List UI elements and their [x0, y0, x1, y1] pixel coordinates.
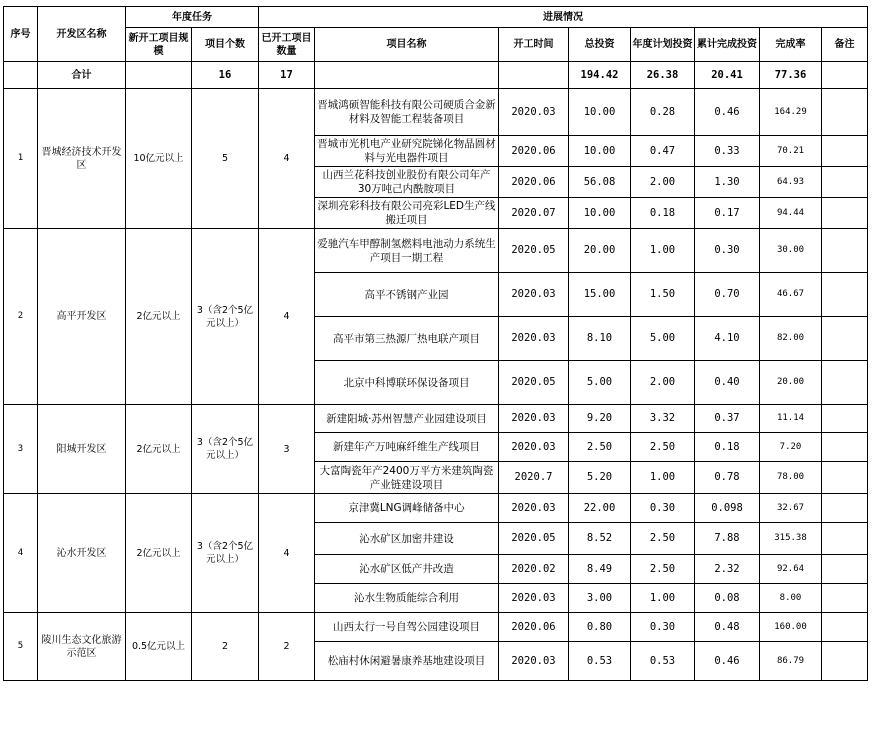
total-rate: 77.36: [760, 62, 822, 89]
project-start-time: 2020.03: [499, 89, 569, 136]
project-remarks: [822, 433, 868, 462]
zone-new-scale: 2亿元以上: [126, 405, 192, 494]
project-remarks: [822, 523, 868, 555]
project-annual-plan: 3.32: [631, 405, 695, 433]
project-remarks: [822, 642, 868, 681]
project-annual-plan: 0.18: [631, 198, 695, 229]
total-row: [4, 62, 868, 89]
project-cumulative: 0.17: [695, 198, 760, 229]
project-annual-plan: 2.50: [631, 433, 695, 462]
project-start-time: 2020.03: [499, 494, 569, 523]
table-row: [4, 494, 868, 523]
project-annual-plan: 1.50: [631, 273, 695, 317]
project-name: 山西兰花科技创业股份有限公司年产30万吨己内酰胺项目: [315, 167, 499, 198]
project-annual-plan: 0.30: [631, 494, 695, 523]
project-cumulative: 0.48: [695, 613, 760, 642]
header-zone: 开发区名称: [38, 7, 126, 62]
project-rate: 30.00: [760, 229, 822, 273]
zone-name: 阳城开发区: [38, 405, 126, 494]
project-remarks: [822, 198, 868, 229]
project-rate: 7.20: [760, 433, 822, 462]
zone-name: 晋城经济技术开发区: [38, 89, 126, 229]
project-cumulative: 7.88: [695, 523, 760, 555]
project-name: 北京中科博联环保设备项目: [315, 361, 499, 405]
project-annual-plan: 1.00: [631, 229, 695, 273]
project-total-invest: 0.53: [569, 642, 631, 681]
zone-name: 陵川生态文化旅游示范区: [38, 613, 126, 681]
total-annual-plan: 26.38: [631, 62, 695, 89]
header-rate: 完成率: [760, 28, 822, 62]
project-name: 晋城市光机电产业研究院锑化物晶圆材料与光电器件项目: [315, 136, 499, 167]
project-rate: 8.00: [760, 584, 822, 613]
zone-started-count: 4: [259, 89, 315, 229]
project-annual-plan: 2.00: [631, 361, 695, 405]
total-start-cell: [499, 62, 569, 89]
project-rate: 94.44: [760, 198, 822, 229]
zone-project-count: 3（含2个5亿元以上）: [192, 229, 259, 405]
total-name-cell: [315, 62, 499, 89]
project-total-invest: 2.50: [569, 433, 631, 462]
zone-seq: 2: [4, 229, 38, 405]
header-started-count: 已开工项目数量: [259, 28, 315, 62]
project-start-time: 2020.07: [499, 198, 569, 229]
project-start-time: 2020.03: [499, 584, 569, 613]
project-name: 晋城鸿硕智能科技有限公司硬质合金新材料及智能工程装备项目: [315, 89, 499, 136]
table-row: [4, 89, 868, 136]
zone-seq: 3: [4, 405, 38, 494]
project-name: 松庙村休闲避暑康养基地建设项目: [315, 642, 499, 681]
project-name: 爱驰汽车甲醇制氢燃料电池动力系统生产项目一期工程: [315, 229, 499, 273]
project-name: 高平不锈钢产业园: [315, 273, 499, 317]
project-cumulative: 0.30: [695, 229, 760, 273]
zone-seq: 5: [4, 613, 38, 681]
project-rate: 11.14: [760, 405, 822, 433]
project-start-time: 2020.03: [499, 317, 569, 361]
project-start-time: 2020.03: [499, 273, 569, 317]
project-annual-plan: 0.53: [631, 642, 695, 681]
total-remarks-cell: [822, 62, 868, 89]
total-label: 合计: [38, 62, 126, 89]
project-rate: 32.67: [760, 494, 822, 523]
project-rate: 82.00: [760, 317, 822, 361]
header-progress: 进展情况: [259, 7, 868, 28]
zone-name: 沁水开发区: [38, 494, 126, 613]
total-total-invest: 194.42: [569, 62, 631, 89]
project-total-invest: 3.00: [569, 584, 631, 613]
project-remarks: [822, 167, 868, 198]
project-total-invest: 10.00: [569, 198, 631, 229]
project-total-invest: 10.00: [569, 136, 631, 167]
project-remarks: [822, 361, 868, 405]
project-total-invest: 9.20: [569, 405, 631, 433]
project-annual-plan: 0.30: [631, 613, 695, 642]
zone-started-count: 4: [259, 494, 315, 613]
project-total-invest: 8.52: [569, 523, 631, 555]
project-annual-plan: 1.00: [631, 584, 695, 613]
project-name: 高平市第三热源厂热电联产项目: [315, 317, 499, 361]
project-cumulative: 0.78: [695, 462, 760, 494]
header-seq: 序号: [4, 7, 38, 62]
project-total-invest: 20.00: [569, 229, 631, 273]
project-name: 大富陶瓷年产2400万平方米建筑陶瓷产业链建设项目: [315, 462, 499, 494]
zone-project-count: 3（含2个5亿元以上）: [192, 494, 259, 613]
zone-started-count: 3: [259, 405, 315, 494]
project-remarks: [822, 273, 868, 317]
project-remarks: [822, 462, 868, 494]
header-annual-task: 年度任务: [126, 7, 259, 28]
project-remarks: [822, 229, 868, 273]
project-start-time: 2020.03: [499, 642, 569, 681]
project-name: 山西太行一号自驾公园建设项目: [315, 613, 499, 642]
project-name: 沁水生物质能综合利用: [315, 584, 499, 613]
project-remarks: [822, 584, 868, 613]
project-cumulative: 4.10: [695, 317, 760, 361]
project-cumulative: 0.33: [695, 136, 760, 167]
project-start-time: 2020.06: [499, 167, 569, 198]
table-row: [4, 613, 868, 642]
project-rate: 160.00: [760, 613, 822, 642]
project-cumulative: 0.098: [695, 494, 760, 523]
project-rate: 64.93: [760, 167, 822, 198]
header-remarks: 备注: [822, 28, 868, 62]
zone-project-count: 2: [192, 613, 259, 681]
project-remarks: [822, 405, 868, 433]
zone-project-count: 3（含2个5亿元以上）: [192, 405, 259, 494]
project-total-invest: 8.10: [569, 317, 631, 361]
table-row: [4, 229, 868, 273]
project-cumulative: 0.46: [695, 642, 760, 681]
project-cumulative: 0.46: [695, 89, 760, 136]
project-rate: 70.21: [760, 136, 822, 167]
project-remarks: [822, 317, 868, 361]
project-cumulative: 0.18: [695, 433, 760, 462]
progress-table-sheet: [3, 6, 868, 681]
total-project-count: 16: [192, 62, 259, 89]
project-start-time: 2020.05: [499, 361, 569, 405]
project-name: 沁水矿区加密井建设: [315, 523, 499, 555]
project-remarks: [822, 89, 868, 136]
project-cumulative: 0.37: [695, 405, 760, 433]
project-remarks: [822, 136, 868, 167]
project-remarks: [822, 494, 868, 523]
zone-new-scale: 2亿元以上: [126, 229, 192, 405]
project-cumulative: 0.08: [695, 584, 760, 613]
project-total-invest: 5.00: [569, 361, 631, 405]
total-seq-cell: [4, 62, 38, 89]
total-started-count: 17: [259, 62, 315, 89]
total-scale-cell: [126, 62, 192, 89]
zone-new-scale: 0.5亿元以上: [126, 613, 192, 681]
project-cumulative: 1.30: [695, 167, 760, 198]
project-name: 京津冀LNG调峰储备中心: [315, 494, 499, 523]
header-new-scale: 新开工项目规模: [126, 28, 192, 62]
project-total-invest: 15.00: [569, 273, 631, 317]
project-start-time: 2020.03: [499, 433, 569, 462]
header-annual-plan: 年度计划投资: [631, 28, 695, 62]
header-total-invest: 总投资: [569, 28, 631, 62]
zone-new-scale: 2亿元以上: [126, 494, 192, 613]
project-annual-plan: 5.00: [631, 317, 695, 361]
project-annual-plan: 2.00: [631, 167, 695, 198]
project-start-time: 2020.03: [499, 405, 569, 433]
table-row: [4, 405, 868, 433]
project-rate: 46.67: [760, 273, 822, 317]
project-cumulative: 2.32: [695, 555, 760, 584]
project-start-time: 2020.05: [499, 523, 569, 555]
zone-name: 高平开发区: [38, 229, 126, 405]
total-cumulative: 20.41: [695, 62, 760, 89]
project-annual-plan: 0.47: [631, 136, 695, 167]
project-annual-plan: 0.28: [631, 89, 695, 136]
zone-project-count: 5: [192, 89, 259, 229]
zone-started-count: 2: [259, 613, 315, 681]
project-rate: 78.00: [760, 462, 822, 494]
progress-table: [3, 6, 868, 681]
project-total-invest: 0.80: [569, 613, 631, 642]
project-remarks: [822, 613, 868, 642]
header-project-name: 项目名称: [315, 28, 499, 62]
project-annual-plan: 1.00: [631, 462, 695, 494]
project-start-time: 2020.7: [499, 462, 569, 494]
project-total-invest: 8.49: [569, 555, 631, 584]
project-name: 沁水矿区低产井改造: [315, 555, 499, 584]
zone-seq: 4: [4, 494, 38, 613]
zone-started-count: 4: [259, 229, 315, 405]
project-cumulative: 0.40: [695, 361, 760, 405]
project-rate: 20.00: [760, 361, 822, 405]
project-start-time: 2020.02: [499, 555, 569, 584]
project-start-time: 2020.06: [499, 613, 569, 642]
project-start-time: 2020.05: [499, 229, 569, 273]
project-name: 深圳亮彩科技有限公司亮彩LED生产线搬迁项目: [315, 198, 499, 229]
project-annual-plan: 2.50: [631, 523, 695, 555]
header-cumulative: 累计完成投资: [695, 28, 760, 62]
project-total-invest: 5.20: [569, 462, 631, 494]
project-start-time: 2020.06: [499, 136, 569, 167]
project-annual-plan: 2.50: [631, 555, 695, 584]
project-name: 新建阳城·苏州智慧产业园建设项目: [315, 405, 499, 433]
project-rate: 315.38: [760, 523, 822, 555]
project-rate: 86.79: [760, 642, 822, 681]
project-rate: 164.29: [760, 89, 822, 136]
zone-new-scale: 10亿元以上: [126, 89, 192, 229]
header-start-time: 开工时间: [499, 28, 569, 62]
project-cumulative: 0.70: [695, 273, 760, 317]
project-rate: 92.64: [760, 555, 822, 584]
project-total-invest: 56.08: [569, 167, 631, 198]
project-remarks: [822, 555, 868, 584]
header-project-count: 项目个数: [192, 28, 259, 62]
zone-seq: 1: [4, 89, 38, 229]
project-total-invest: 22.00: [569, 494, 631, 523]
project-total-invest: 10.00: [569, 89, 631, 136]
project-name: 新建年产万吨麻纤维生产线项目: [315, 433, 499, 462]
